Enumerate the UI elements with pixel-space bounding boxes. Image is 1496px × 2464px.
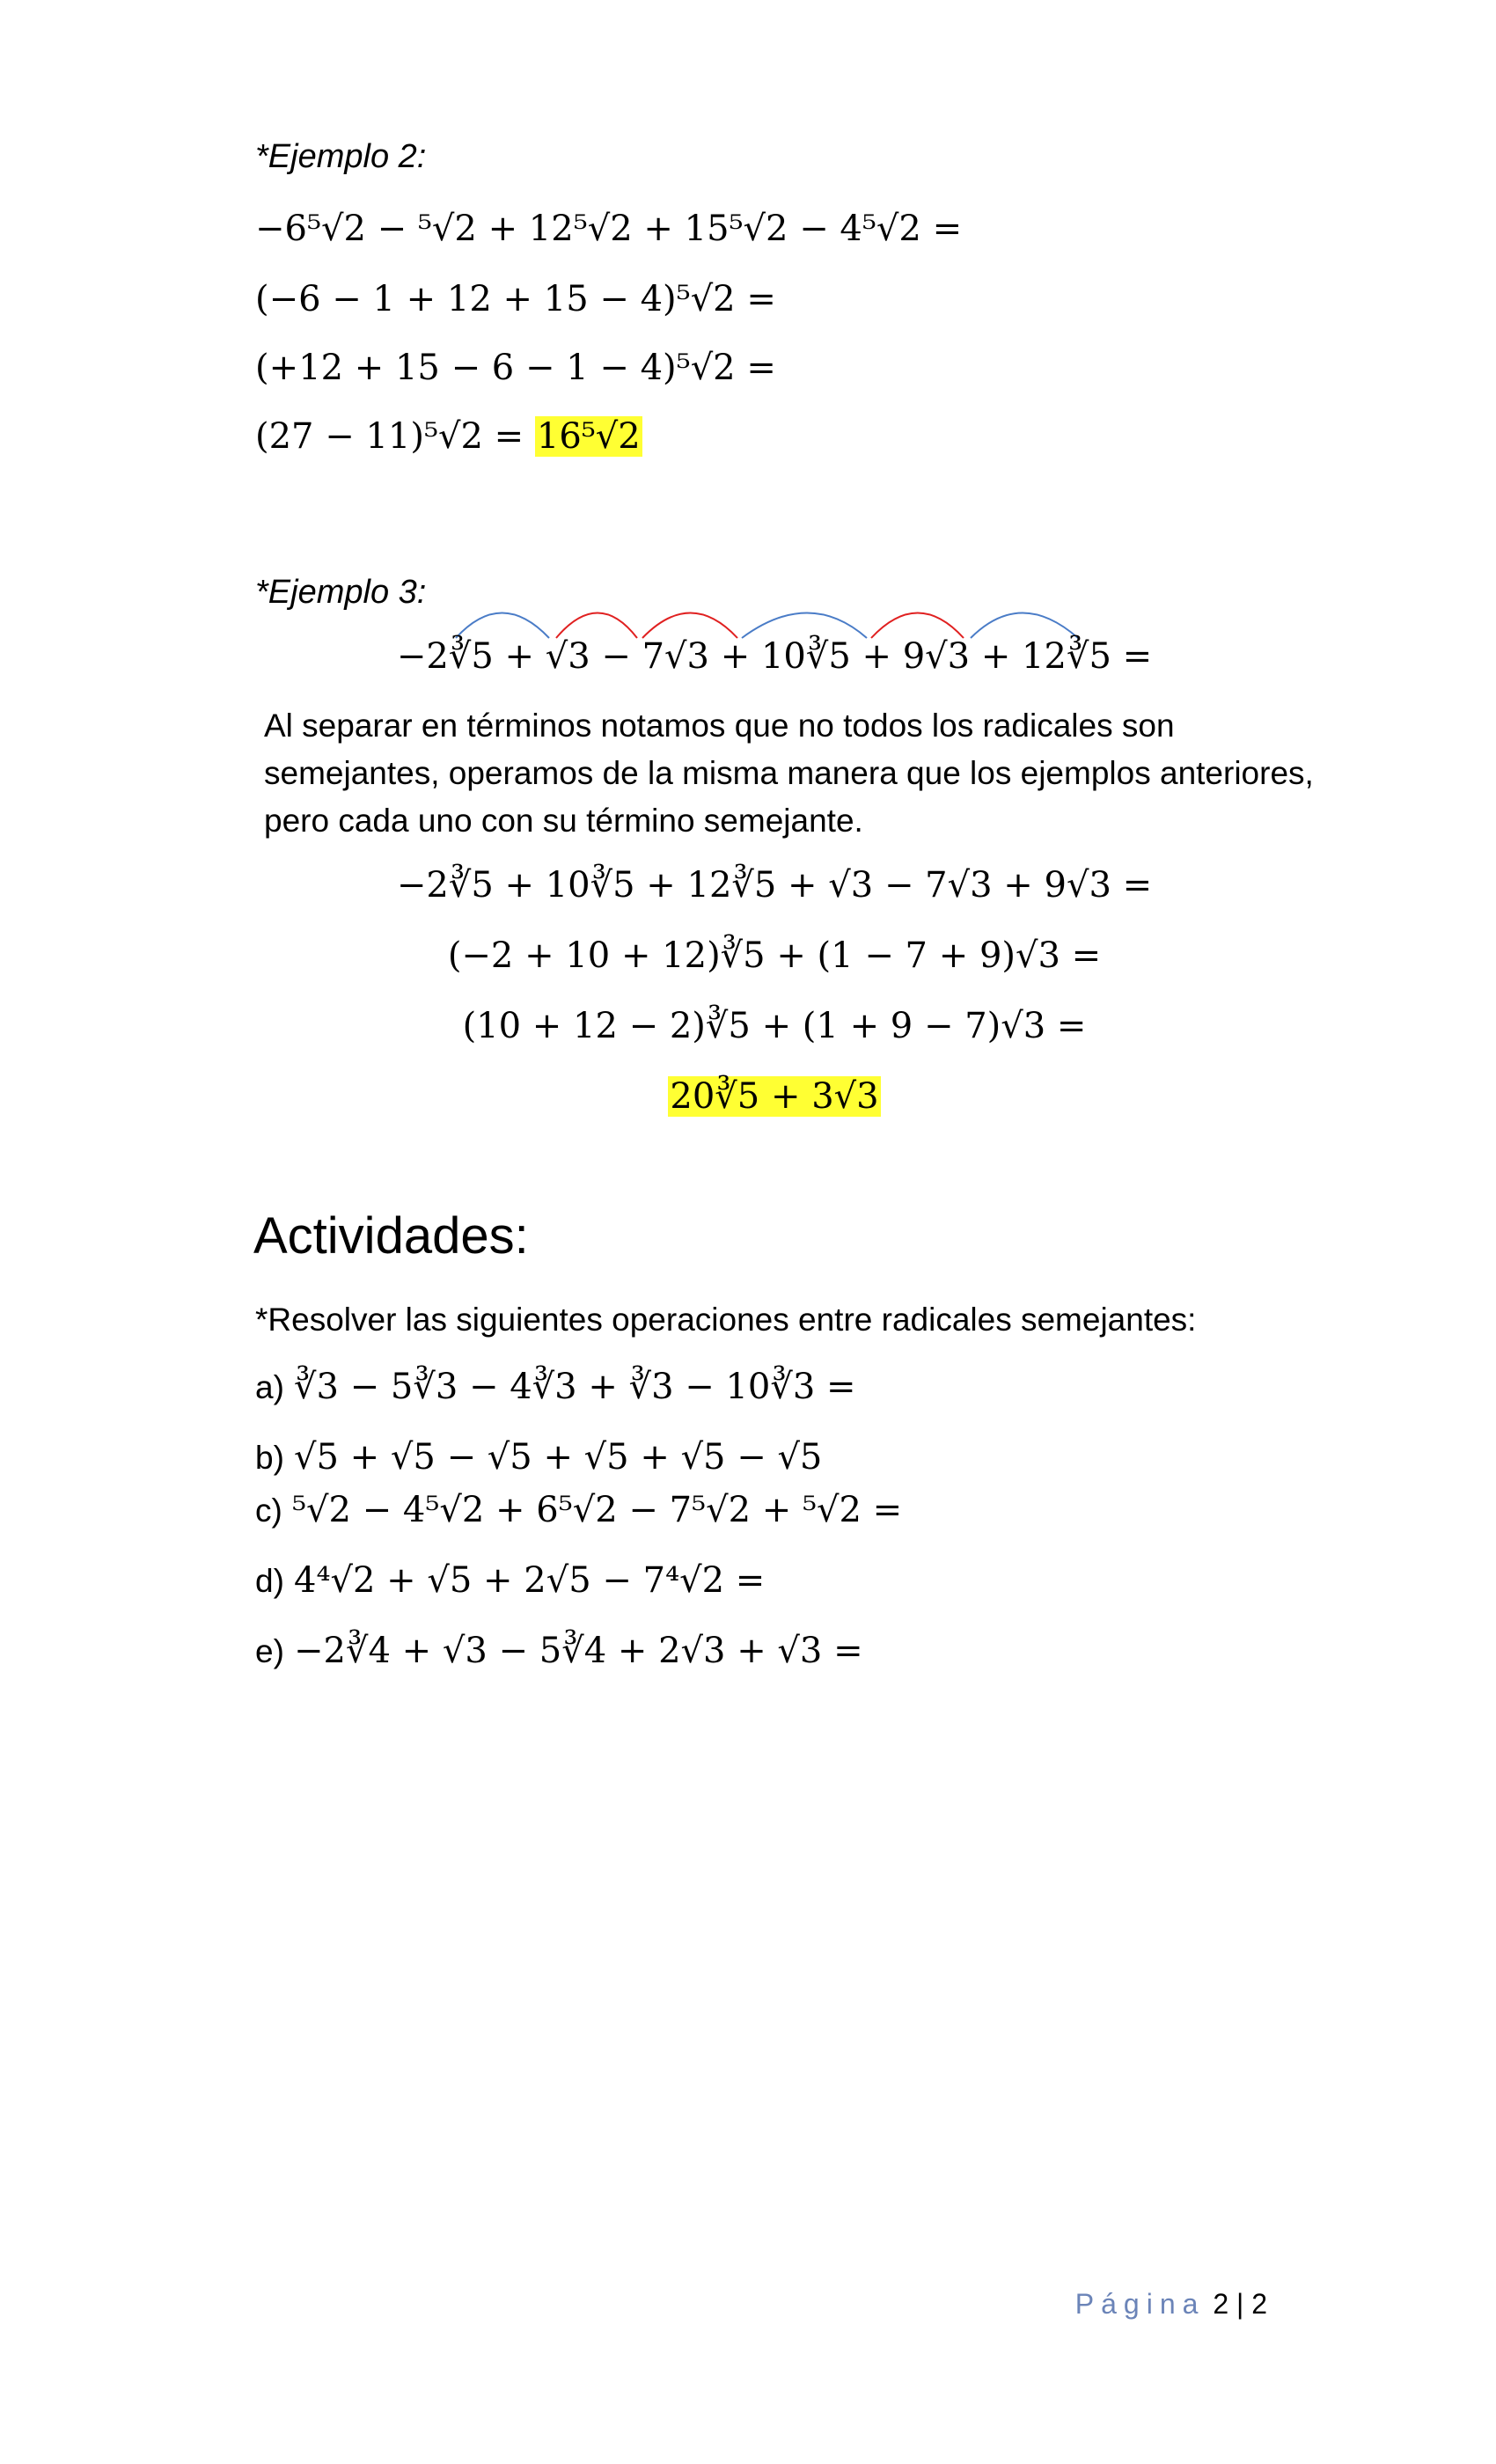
example2-line-1: −6⁵√2 − ⁵√2 + 12⁵√2 + 15⁵√2 − 4⁵√2 = <box>255 209 963 249</box>
footer-separator: | <box>1236 2288 1244 2320</box>
example2-line-3: (+12 + 15 − 6 − 1 − 4)⁵√2 = <box>255 348 776 388</box>
example2-line-2: (−6 − 1 + 12 + 15 − 4)⁵√2 = <box>255 279 776 319</box>
activities-instruction: *Resolver las siguientes operaciones entre radicales semejantes: <box>255 1302 1197 1338</box>
activity-b <box>255 1433 822 1483</box>
footer-page-total: 2 <box>1251 2288 1267 2320</box>
example3-line-1: −2∛5 + 10∛5 + 12∛5 + √3 − 7√3 + 9√3 = <box>396 865 1153 906</box>
activity-c <box>255 1485 902 1536</box>
activity-label: e) <box>255 1633 284 1669</box>
example3-explanation: Al separar en términos notamos que no todos los radicales son semejantes, operamos de la misma manera que los ejemplos anteriores, pero cada uno con su término semejante. <box>264 708 1314 839</box>
activity-expression: ⁵√2 − 4⁵√2 + 6⁵√2 − 7⁵√2 + ⁵√2 = <box>291 1490 903 1530</box>
example3-result: 20∛5 + 3√3 <box>670 1076 879 1117</box>
example3-result-row <box>0 1072 1496 1121</box>
activity-label: a) <box>255 1369 284 1405</box>
activity-a <box>255 1362 856 1412</box>
example3-expression: −2∛5 + √3 − 7√3 + 10∛5 + 9√3 + 12∛5 = <box>396 636 1153 677</box>
example3-line-2: (−2 + 10 + 12)∛5 + (1 − 7 + 9)√3 = <box>447 935 1102 976</box>
activity-expression: 4⁴√2 + √5 + 2√5 − 7⁴√2 = <box>294 1560 766 1601</box>
activity-label: b) <box>255 1440 284 1476</box>
example2-heading: *Ejemplo 2: <box>255 138 427 175</box>
footer-word: Página <box>1074 2288 1206 2320</box>
example2-result: 16⁵√2 <box>536 416 641 457</box>
activity-e <box>255 1626 863 1676</box>
activity-label: d) <box>255 1563 284 1599</box>
activities-title: Actividades: <box>253 1207 529 1265</box>
activity-label: c) <box>255 1492 282 1529</box>
grouping-arcs <box>0 0 1496 704</box>
activity-d <box>255 1556 765 1606</box>
example3-line-3: (10 + 12 − 2)∛5 + (1 + 9 − 7)√3 = <box>462 1006 1087 1046</box>
example3-heading: *Ejemplo 3: <box>255 574 427 611</box>
activity-expression: √5 + √5 − √5 + √5 + √5 − √5 <box>294 1437 823 1478</box>
example2-line-4-prefix: (27 − 11)⁵√2 = <box>255 416 535 457</box>
footer-page-number: 2 <box>1213 2288 1229 2320</box>
activity-expression: −2∛4 + √3 − 5∛4 + 2√3 + √3 = <box>294 1631 863 1671</box>
page-footer <box>1075 2288 1267 2321</box>
activity-expression: ∛3 − 5∛3 − 4∛3 + ∛3 − 10∛3 = <box>294 1367 856 1407</box>
